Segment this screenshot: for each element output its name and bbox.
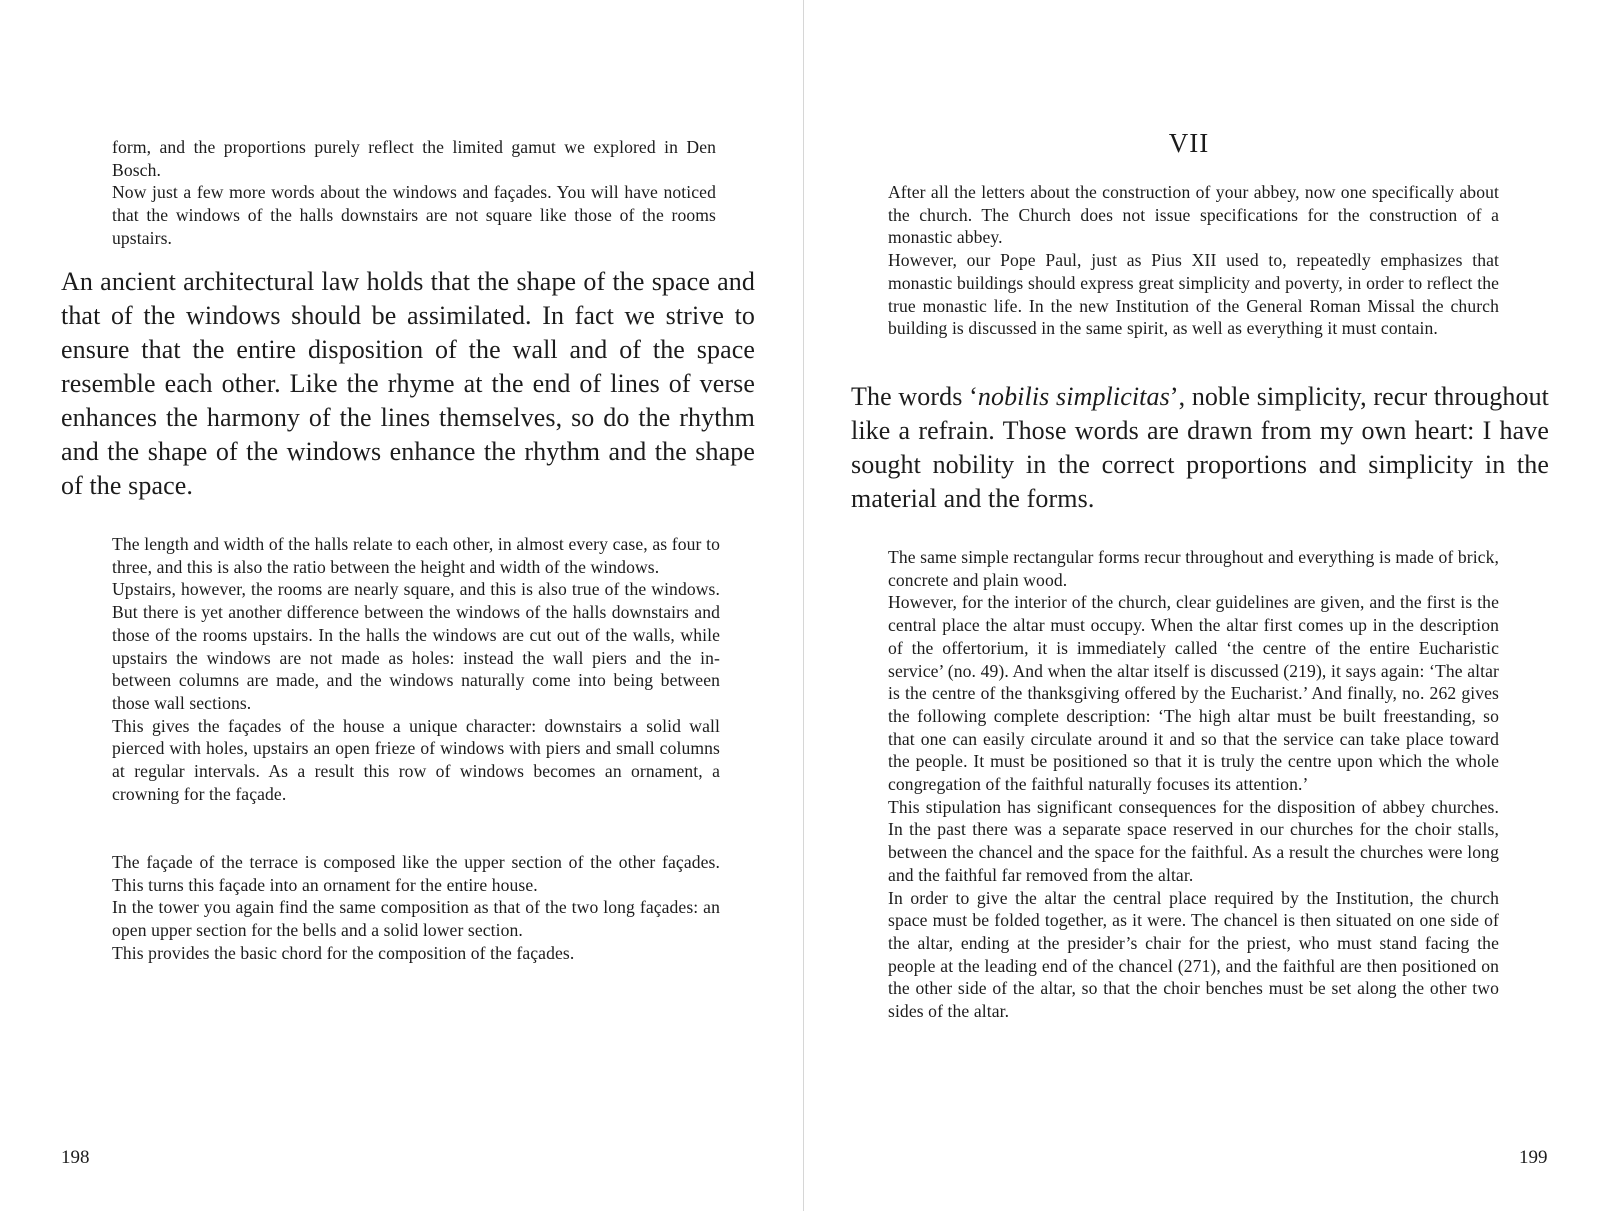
- page-number-right: 199: [1519, 1147, 1548, 1168]
- paragraph: However, our Pope Paul, just as Pius XII used to, repeatedly emphasizes that monastic buildings should express great simplicity and poverty, in order to reflect the true monastic life. In the new Institution of the General Roman Missal the church building is discussed in the same spirit, as well as everything it must contain.: [888, 250, 1499, 339]
- chapter-heading: VII: [1168, 128, 1210, 158]
- pull-quote-text: The words ‘: [851, 382, 978, 411]
- right-text-block-2: [888, 546, 1499, 1023]
- left-pull-quote: An ancient architectural law holds that the shape of the space and that of the windows should be assimilated. In fact we strive to ensure that the entire disposition of the wall and of the space resemble each other. Like the rhyme at the end of lines of verse enhances the harmony of the lines themselves, so do the rhythm and the shape of the windows enhance the rhythm and the shape of the space.: [61, 267, 755, 500]
- left-text-block-3: [112, 851, 720, 965]
- left-text-block-2: [112, 533, 720, 805]
- paragraph: After all the letters about the construction of your abbey, now one specifically about the church. The Church does not issue specifications for the construction of a monastic abbey.: [888, 182, 1499, 248]
- right-page: [804, 0, 1600, 1211]
- page-number-left: 198: [61, 1147, 90, 1168]
- paragraph: form, and the proportions purely reflect the limited gamut we explored in Den Bosch.: [112, 137, 716, 180]
- paragraph: Upstairs, however, the rooms are nearly square, and this is also true of the windows. But there is yet another difference between the windows of the halls downstairs and those of the rooms upstairs. In the halls the windows are cut out of the walls, while upstairs the windows are not made as holes: instead the wall piers and the in-between columns are made, and the windows naturally come into being between those wall sections.: [112, 579, 720, 713]
- right-pull-quote: [851, 380, 1549, 516]
- right-text-block-1: [888, 181, 1499, 340]
- paragraph: The façade of the terrace is composed like the upper section of the other façades. This turns this façade into an ornament for the entire house.: [112, 852, 720, 895]
- paragraph: In the tower you again find the same composition as that of the two long façades: an open upper section for the bells and a solid lower section.: [112, 897, 720, 941]
- paragraph: This gives the façades of the house a unique character: downstairs a solid wall pierced with holes, upstairs an open frieze of windows with piers and small columns at regular intervals. As a result this row of windows becomes an ornament, a crowning for the façade.: [112, 715, 720, 804]
- pull-quote-italic-phrase: nobilis simplicitas: [977, 382, 1170, 411]
- paragraph: Now just a few more words about the windows and façades. You will have noticed that the windows of the halls downstairs are not square like those of the rooms upstairs.: [112, 182, 716, 248]
- paragraph: This provides the basic chord for the composition of the façades.: [112, 942, 575, 963]
- paragraph: The length and width of the halls relate to each other, in almost every case, as four to three, and this is also the ratio between the height and width of the windows.: [112, 534, 720, 577]
- paragraph: However, for the interior of the church, clear guidelines are given, and the first is the central place the altar must occupy. When the altar first comes up in the description of the offertorium, it is immediately called ‘the centre of the entire Eucharistic service’ (no. 49). And when the altar itself is discussed (219), it says again: ‘The altar is the centre of the thanksgiving offered by the Eucharist.’ And finally, no. 262 gives the following complete description: ‘The high altar must be built freestanding, so that one can easily circulate around it and so that the service can take place toward the people. It must be positioned so that it is truly the centre upon which the whole congregation of the faithful naturally focuses its attention.’: [888, 592, 1499, 795]
- paragraph: In order to give the altar the central place required by the Institution, the church space must be folded together, as it were. The chancel is then situated on one side of the altar, ending at the presider’s chair for the priest, who must stand facing the people at the leading end of the chancel (271), and the faithful are then positioned on the other side of the altar, so that the choir benches must be set along the other two sides of the altar.: [888, 887, 1499, 1022]
- left-text-block-1: [112, 136, 716, 250]
- paragraph: The same simple rectangular forms recur throughout and everything is made of brick, concrete and plain wood.: [888, 547, 1499, 590]
- pull-quote-text: ’, noble simplicity, recur throughout like a refrain. Those words are drawn from my own heart: I have sought nobility in the correct proportions and simplicity in the material and the forms.: [851, 382, 1550, 513]
- paragraph: This stipulation has significant consequences for the disposition of abbey churches. In the past there was a separate space reserved in our churches for the choir stalls, between the chancel and the space for the faithful. As a result the churches were long and the faithful far removed from the altar.: [888, 796, 1499, 885]
